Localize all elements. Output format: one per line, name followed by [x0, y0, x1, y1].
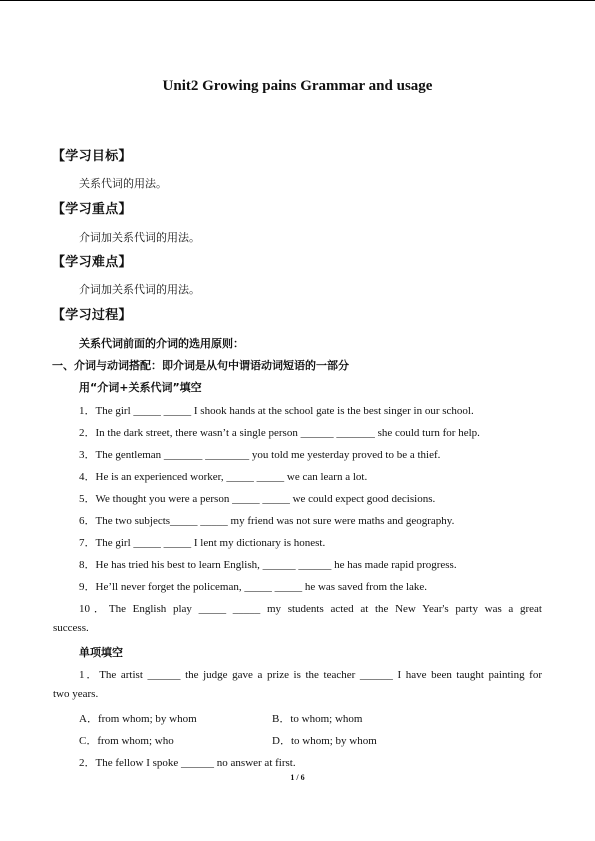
fill-item-8: 8．He has tried his best to learn English, ______ ______ he has made rapid progress.: [79, 559, 457, 571]
option-a: A．from whom; by whom: [79, 713, 197, 725]
heading-objectives: 【学习目标】: [52, 149, 132, 164]
difficulties-content: 介词加关系代词的用法。: [79, 283, 200, 296]
objectives-content: 关系代词的用法。: [79, 177, 167, 190]
heading-key-points: 【学习重点】: [52, 202, 132, 217]
option-c: C．from whom; who: [79, 735, 174, 747]
fill-item-5: 5．We thought you were a person _____ _____ we could expect good decisions.: [79, 493, 436, 505]
fill-item-3: 3．The gentleman _______ ________ you told me yesterday proved to be a thief.: [79, 449, 441, 461]
mc-question-1-line1: 1．The artist ______ the judge gave a prize is the teacher ______ I have been taught painting for: [79, 669, 542, 681]
mc-question-1-line2: two years.: [53, 688, 99, 700]
option-b: B．to whom; whom: [272, 713, 363, 725]
mc-question-2: 2．The fellow I spoke ______ no answer at first.: [79, 757, 296, 769]
top-border-line: [0, 0, 595, 1]
page-number: 1 / 6: [290, 773, 305, 782]
fill-instruction: 用“介词+关系代词”填空: [79, 381, 202, 394]
fill-item-4: 4．He is an experienced worker, _____ _____ we can learn a lot.: [79, 471, 368, 483]
fill-item-1: 1．The girl _____ _____ I shook hands at the school gate is the best singer in our school.: [79, 405, 474, 417]
fill-item-2: 2．In the dark street, there wasn’t a single person ______ _______ she could turn for help.: [79, 427, 480, 439]
rule-one: 一、介词与动词搭配：即介词是从句中谓语动词短语的一部分: [52, 359, 349, 372]
fill-item-9: 9．He’ll never forget the policeman, _____ _____ he was saved from the lake.: [79, 581, 428, 593]
heading-process: 【学习过程】: [52, 308, 132, 323]
key-points-content: 介词加关系代词的用法。: [79, 231, 200, 244]
document-title: Unit2 Growing pains Grammar and usage: [162, 78, 433, 94]
option-d: D．to whom; by whom: [272, 735, 377, 747]
principle-heading: 关系代词前面的介词的选用原则：: [79, 337, 244, 350]
fill-item-10-line1: 10．The English play _____ _____ my students acted at the New Year's party was a great: [79, 603, 542, 615]
fill-item-6: 6．The two subjects_____ _____ my friend was not sure were maths and geography.: [79, 515, 455, 527]
heading-difficulties: 【学习难点】: [52, 255, 132, 270]
multiple-choice-heading: 单项填空: [79, 646, 123, 659]
fill-item-7: 7．The girl _____ _____ I lent my dictionary is honest.: [79, 537, 326, 549]
fill-item-10-line2: success.: [53, 622, 89, 634]
